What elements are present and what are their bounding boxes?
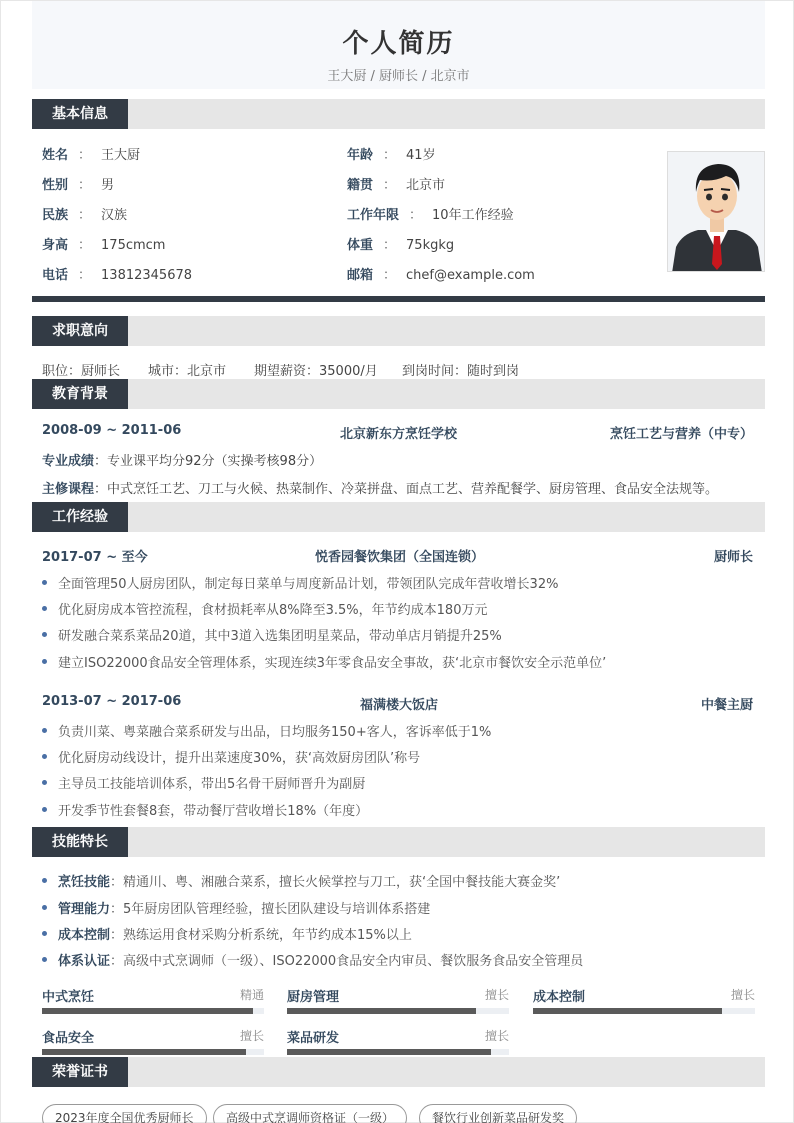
education-score — [42, 450, 322, 469]
job-role: 中餐主厨 — [700, 698, 753, 713]
info-colon: ： — [383, 268, 397, 283]
page-title: 个人简历 — [342, 29, 455, 59]
skill-value: ：高级中式烹调师（一级）、ISO22000食品安全内审员、餐饮服务食品安全管理员 — [110, 954, 584, 969]
skill-meter-level: 擅长 — [484, 1029, 509, 1043]
honor-chip: 高级中式烹调师资格证（一级） — [213, 1104, 407, 1123]
info-value: 汉族 — [101, 208, 128, 223]
info-value: 41岁 — [406, 148, 436, 163]
info-value: 13812345678 — [101, 268, 193, 283]
info-value: 王大厨 — [101, 148, 141, 163]
skill-meter-track — [287, 1049, 509, 1055]
section-title-work: 工作经验 — [32, 502, 128, 532]
skill-meter-fill — [42, 1008, 253, 1014]
section-title-skills: 技能特长 — [32, 827, 128, 857]
job-duty-item: 主导员工技能培训体系，带出5名骨干厨师晋升为副厨 — [42, 773, 365, 792]
info-label: 工作年限 — [347, 208, 400, 223]
info-colon: ： — [78, 238, 92, 253]
info-colon: ： — [78, 178, 92, 193]
info-label: 电话 — [42, 268, 69, 283]
info-colon: ： — [383, 238, 397, 253]
info-value: 10年工作经验 — [432, 208, 514, 223]
info-colon: ： — [409, 208, 423, 223]
job-duty-item: 负责川菜、粤菜融合菜系研发与出品，日均服务150+客人，客诉率低于1% — [42, 721, 491, 740]
education-major: 烹饪工艺与营养（中专） — [609, 427, 753, 442]
skill-meter-track — [42, 1049, 264, 1055]
job-duty-item: 研发融合菜系菜品20道，其中3道入选集团明星菜品，带动单店月销提升25% — [42, 625, 502, 644]
education-courses-label: 主修课程 — [42, 482, 95, 497]
info-label: 民族 — [42, 208, 69, 223]
job-company: 福满楼大饭店 — [360, 698, 439, 713]
education-courses-value: ：中式烹饪工艺、刀工与火候、热菜制作、冷菜拼盘、面点工艺、营养配餐学、厨房管理、食品安全法规等。 — [94, 482, 719, 497]
info-row — [347, 234, 454, 253]
skill-item — [42, 898, 430, 917]
avatar-illustration — [668, 152, 765, 272]
skill-label: 成本控制 — [58, 928, 111, 943]
job-period: 2017-07 ~ 至今 — [42, 550, 148, 565]
skill-item — [42, 871, 560, 890]
info-label: 年龄 — [347, 148, 374, 163]
skill-meter-name: 食品安全 — [42, 1031, 95, 1046]
info-colon: ： — [383, 148, 397, 163]
page-subtitle: 王大厨 / 厨师长 / 北京市 — [327, 69, 470, 84]
skill-meter-name: 中式烹饪 — [42, 990, 95, 1005]
job-duty-item: 优化厨房成本管控流程，食材损耗率从8%降至3.5%，年节约成本180万元 — [42, 599, 487, 618]
job-period: 2013-07 ~ 2017-06 — [42, 694, 182, 709]
education-courses — [42, 478, 718, 497]
section-title-honors: 荣誉证书 — [32, 1057, 128, 1087]
skill-meter-fill — [287, 1049, 491, 1055]
skill-item — [42, 924, 412, 943]
intent-arrival: 到岗时间：随时到岗 — [402, 364, 520, 379]
info-row — [347, 174, 445, 193]
info-colon: ： — [78, 268, 92, 283]
info-value: 75kgkg — [406, 238, 455, 253]
skill-meter-level: 擅长 — [484, 988, 509, 1002]
info-value: 175cmcm — [101, 238, 166, 253]
section-title-intent: 求职意向 — [32, 316, 128, 346]
info-colon: ： — [78, 148, 92, 163]
info-row — [42, 234, 165, 253]
job-company: 悦香园餐饮集团（全国连锁） — [315, 550, 485, 565]
skill-meter-fill — [287, 1008, 476, 1014]
intent-salary: 期望薪资：35000/月 — [254, 364, 378, 379]
skill-label: 管理能力 — [58, 902, 111, 917]
info-value: chef@example.com — [406, 268, 535, 283]
resume-header — [32, 1, 765, 89]
info-row — [42, 264, 192, 283]
honor-chip: 餐饮行业创新菜品研发奖 — [419, 1104, 577, 1123]
job-duty-item: 全面管理50人厨房团队，制定每日菜单与周度新品计划，带领团队完成年营收增长32% — [42, 573, 558, 592]
honor-chip: 2023年度全国优秀厨师长 — [42, 1104, 207, 1123]
skill-meter-track — [42, 1008, 264, 1014]
skill-value: ：精通川、粤、湘融合菜系，擅长火候掌控与刀工，获‘全国中餐技能大赛金奖’ — [110, 875, 561, 890]
job-duty-item: 建立ISO22000食品安全管理体系，实现连续3年零食品安全事故，获‘北京市餐饮安全示范单位’ — [42, 652, 606, 671]
skill-item — [42, 950, 583, 969]
info-row — [347, 204, 514, 223]
section-bar-skills — [32, 827, 765, 857]
info-label: 邮箱 — [347, 268, 374, 283]
skill-meter-fill — [42, 1049, 246, 1055]
info-label: 籍贯 — [347, 178, 374, 193]
skill-value: ：5年厨房团队管理经验，擅长团队建设与培训体系搭建 — [110, 902, 431, 917]
job-duty-item: 开发季节性套餐8套，带动餐厅营收增长18%（年度） — [42, 800, 368, 819]
info-row — [42, 204, 127, 223]
section-bar-basic — [32, 99, 765, 129]
education-score-label: 专业成绩 — [42, 454, 95, 469]
skill-meter-name: 成本控制 — [533, 990, 586, 1005]
job-role: 厨师长 — [713, 550, 753, 565]
info-colon: ： — [383, 178, 397, 193]
skill-label: 烹饪技能 — [58, 875, 111, 890]
skill-meter-track — [287, 1008, 509, 1014]
info-label: 体重 — [347, 238, 374, 253]
education-period: 2008-09 ~ 2011-06 — [42, 423, 182, 438]
skill-meter-level: 擅长 — [730, 988, 755, 1002]
section-title-education: 教育背景 — [32, 379, 128, 409]
section-divider — [32, 296, 765, 302]
info-label: 性别 — [42, 178, 69, 193]
intent-city: 城市：北京市 — [148, 364, 227, 379]
skill-value: ：熟练运用食材采购分析系统，年节约成本15%以上 — [110, 928, 412, 943]
info-row — [42, 174, 114, 193]
info-row — [347, 264, 535, 283]
info-value: 北京市 — [406, 178, 446, 193]
info-label: 姓名 — [42, 148, 69, 163]
avatar-photo — [667, 151, 765, 272]
section-bar-work — [32, 502, 765, 532]
skill-label: 体系认证 — [58, 954, 111, 969]
info-value: 男 — [101, 178, 115, 193]
education-score-value: ：专业课平均分92分（实操考核98分） — [94, 454, 323, 469]
skill-meter-level: 精通 — [239, 988, 264, 1002]
info-label: 身高 — [42, 238, 69, 253]
section-title-basic: 基本信息 — [32, 99, 128, 129]
section-bar-honors — [32, 1057, 765, 1087]
section-bar-education — [32, 379, 765, 409]
skill-meter-track — [533, 1008, 755, 1014]
skill-meter-level: 擅长 — [239, 1029, 264, 1043]
education-school: 北京新东方烹饪学校 — [340, 427, 458, 442]
job-duty-item: 优化厨房动线设计，提升出菜速度30%，获‘高效厨房团队’称号 — [42, 747, 420, 766]
info-row — [347, 144, 436, 163]
skill-meter-name: 厨房管理 — [287, 990, 340, 1005]
skill-meter-name: 菜品研发 — [287, 1031, 340, 1046]
info-colon: ： — [78, 208, 92, 223]
skill-meter-fill — [533, 1008, 722, 1014]
intent-position: 职位：厨师长 — [42, 364, 121, 379]
section-bar-intent — [32, 316, 765, 346]
info-row — [42, 144, 140, 163]
